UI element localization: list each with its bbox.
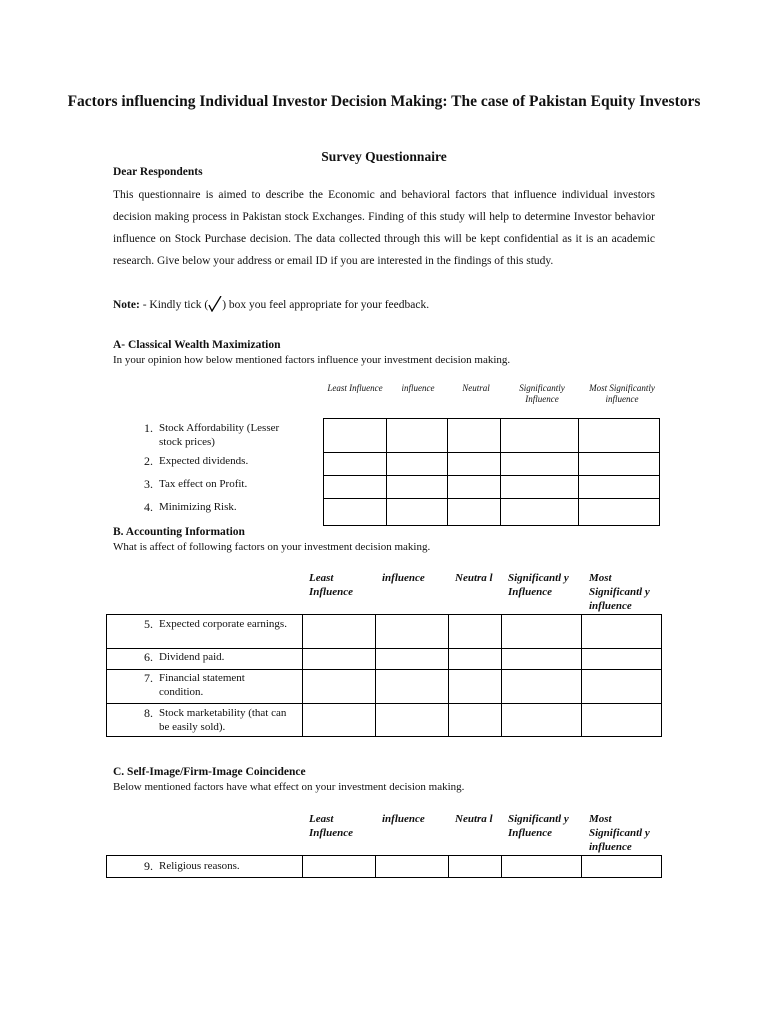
section-c-header: Neutra l <box>455 813 493 825</box>
section-a-header: Neutral <box>462 383 490 393</box>
item-text: Expected corporate earnings. <box>159 618 287 630</box>
section-a-header: Most Significantly influence <box>589 383 655 404</box>
section-b-title: B. Accounting Information <box>113 526 245 538</box>
response-cell[interactable] <box>502 649 582 670</box>
response-cell[interactable] <box>579 453 660 476</box>
response-cell[interactable] <box>502 856 582 878</box>
response-cell[interactable] <box>449 615 502 649</box>
document-title: Factors influencing Individual Investor Decision Making: The case of Pakistan Equity Investors <box>67 93 701 110</box>
response-cell[interactable] <box>449 856 502 878</box>
section-c-desc: Below mentioned factors have what effect on your investment decision making. <box>113 781 465 793</box>
item-number: 7. <box>144 671 153 685</box>
item-number: 4. <box>144 500 153 514</box>
response-cell[interactable] <box>324 453 387 476</box>
note-label: Note: <box>113 299 140 311</box>
response-cell[interactable] <box>376 649 449 670</box>
section-b-header: Neutra l <box>455 572 493 584</box>
response-cell[interactable] <box>582 856 662 878</box>
response-cell[interactable] <box>303 649 376 670</box>
response-cell[interactable] <box>579 419 660 453</box>
item-number: 3. <box>144 477 153 491</box>
note-line <box>113 296 429 312</box>
section-c-header: influence <box>382 813 425 825</box>
item-text: Tax effect on Profit. <box>159 478 248 490</box>
item-text: Expected dividends. <box>159 455 249 467</box>
response-cell[interactable] <box>502 615 582 649</box>
item-number: 2. <box>144 454 153 468</box>
response-cell[interactable] <box>324 476 387 499</box>
note-text-before: - Kindly tick ( <box>139 299 209 311</box>
item-number: 8. <box>144 706 153 720</box>
response-cell[interactable] <box>448 476 501 499</box>
section-a-header: influence <box>401 383 435 393</box>
response-cell[interactable] <box>376 615 449 649</box>
section-b-desc: What is affect of following factors on your investment decision making. <box>113 541 431 553</box>
response-cell[interactable] <box>582 649 662 670</box>
response-cell[interactable] <box>582 615 662 649</box>
response-cell[interactable] <box>448 419 501 453</box>
section-c-title: C. Self-Image/Firm-Image Coincidence <box>113 766 306 778</box>
response-cell[interactable] <box>387 453 448 476</box>
response-cell[interactable] <box>376 856 449 878</box>
greeting: Dear Respondents <box>113 166 203 178</box>
response-cell[interactable] <box>449 670 502 704</box>
checkmark-icon <box>208 296 222 312</box>
response-cell[interactable] <box>501 453 579 476</box>
item-text: Stock Affordability (Lesser stock prices) <box>159 422 280 448</box>
section-a-desc: In your opinion how below mentioned factors influence your investment decision making. <box>113 354 511 366</box>
section-c-header: Significantl y Influence <box>508 813 569 839</box>
item-text: Dividend paid. <box>159 651 225 663</box>
response-cell[interactable] <box>449 704 502 737</box>
item-text: Financial statement condition. <box>159 672 245 698</box>
item-text: Stock marketability (that can be easily sold). <box>159 707 287 733</box>
item-number: 6. <box>144 650 153 664</box>
note-text-after: ) box you feel appropriate for your feedback. <box>222 299 430 311</box>
section-a-title: A- Classical Wealth Maximization <box>113 339 281 351</box>
response-cell[interactable] <box>376 670 449 704</box>
item-text: Religious reasons. <box>159 860 240 872</box>
item-number: 1. <box>144 421 153 435</box>
response-cell[interactable] <box>501 419 579 453</box>
section-a-response-grid <box>323 418 660 526</box>
section-a-header: Significantly Influence <box>519 383 565 404</box>
response-cell[interactable] <box>582 670 662 704</box>
section-c-header: Most Significantl y influence <box>589 813 650 853</box>
response-cell[interactable] <box>387 419 448 453</box>
response-cell[interactable] <box>448 499 501 526</box>
response-cell[interactable] <box>579 476 660 499</box>
response-cell[interactable] <box>502 670 582 704</box>
response-cell[interactable] <box>387 476 448 499</box>
section-a-header: Least Influence <box>327 383 383 393</box>
response-cell[interactable] <box>448 453 501 476</box>
intro-paragraph: This questionnaire is aimed to describe the Economic and behavioral factors that influence individual investors decision making process in Pakistan stock Exchanges. Finding of this study will help to determine Investor behavior influence on Stock Purchase decision. The data collected through this will be kept confidential as it is an academic research. Give below your address or email ID if you are interested in the findings of this study. <box>113 189 655 267</box>
response-cell[interactable] <box>579 499 660 526</box>
response-cell[interactable] <box>303 670 376 704</box>
response-cell[interactable] <box>324 419 387 453</box>
item-number: 5. <box>144 617 153 631</box>
response-cell[interactable] <box>501 476 579 499</box>
response-cell[interactable] <box>303 856 376 878</box>
response-cell[interactable] <box>303 615 376 649</box>
survey-subtitle: Survey Questionnaire <box>321 149 447 164</box>
response-cell[interactable] <box>303 704 376 737</box>
item-number: 9. <box>144 859 153 873</box>
section-c-header: Least Influence <box>309 813 353 839</box>
response-cell[interactable] <box>502 704 582 737</box>
section-b-header: Least Influence <box>309 572 353 598</box>
response-cell[interactable] <box>387 499 448 526</box>
item-text: Minimizing Risk. <box>159 501 237 513</box>
section-b-header: influence <box>382 572 425 584</box>
response-cell[interactable] <box>449 649 502 670</box>
response-cell[interactable] <box>582 704 662 737</box>
response-cell[interactable] <box>376 704 449 737</box>
section-b-header: Most Significantl y influence <box>589 572 650 612</box>
section-b-header: Significantl y Influence <box>508 572 569 598</box>
response-cell[interactable] <box>501 499 579 526</box>
response-cell[interactable] <box>324 499 387 526</box>
